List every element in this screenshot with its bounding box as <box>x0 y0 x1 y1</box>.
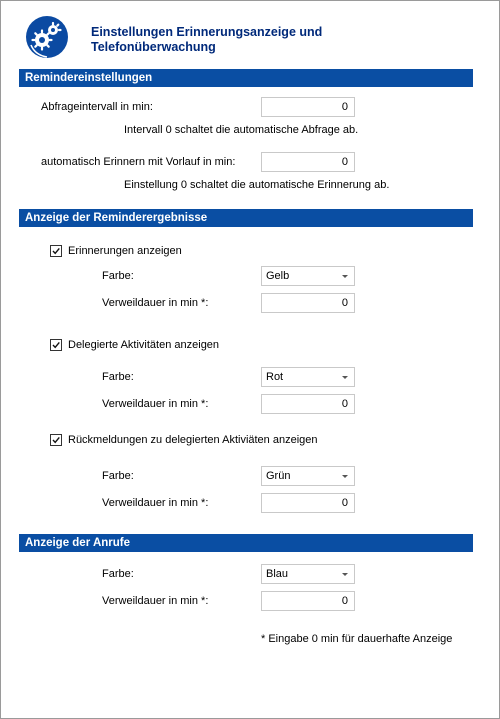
calls-duration-input[interactable]: 0 <box>261 591 355 611</box>
calls-color-select[interactable] <box>261 564 355 584</box>
section-header-results: Anzeige der Reminderergebnisse <box>19 209 473 227</box>
reminders-color-select[interactable] <box>261 266 355 286</box>
calls-color-value: Blau <box>266 568 289 580</box>
show-reminders-label: Erinnerungen anzeigen <box>68 245 182 257</box>
feedback-color-value: Grün <box>266 470 291 482</box>
checkmark-icon <box>51 246 61 256</box>
page-title-line2: Telefonüberwachung <box>91 40 216 54</box>
page-title <box>91 25 391 55</box>
reminders-duration-input[interactable]: 0 <box>261 293 355 313</box>
delegated-color-label: Farbe: <box>102 371 134 383</box>
feedback-duration-label: Verweildauer in min *: <box>102 497 209 509</box>
delegated-color-select[interactable] <box>261 367 355 387</box>
show-delegated-label: Delegierte Aktivitäten anzeigen <box>68 339 220 351</box>
chevron-down-icon <box>342 376 348 379</box>
interval-input[interactable]: 0 <box>261 97 355 117</box>
chevron-down-icon <box>342 573 348 576</box>
lead-time-input[interactable]: 0 <box>261 152 355 172</box>
reminders-color-label: Farbe: <box>102 270 134 282</box>
reminders-color-value: Gelb <box>266 270 290 282</box>
delegated-duration-label: Verweildauer in min *: <box>102 398 209 410</box>
reminders-duration-label: Verweildauer in min *: <box>102 297 209 309</box>
lead-time-hint: Einstellung 0 schaltet die automatische Erinnerung ab. <box>124 179 390 191</box>
interval-label: Abfrageintervall in min: <box>41 101 153 113</box>
checkmark-icon <box>51 340 61 350</box>
delegated-duration-input[interactable]: 0 <box>261 394 355 414</box>
section-header-calls: Anzeige der Anrufe <box>19 534 473 552</box>
section-header-reminder: Remindereinstellungen <box>19 69 473 87</box>
calls-duration-label: Verweildauer in min *: <box>102 595 209 607</box>
feedback-color-label: Farbe: <box>102 470 134 482</box>
page-title-line1: Einstellungen Erinnerungsanzeige und <box>91 25 323 39</box>
show-reminders-checkbox[interactable] <box>50 245 62 257</box>
feedback-duration-input[interactable]: 0 <box>261 493 355 513</box>
show-feedback-checkbox[interactable] <box>50 434 62 446</box>
interval-hint: Intervall 0 schaltet die automatische Abfrage ab. <box>124 124 359 136</box>
calls-color-label: Farbe: <box>102 568 134 580</box>
lead-time-label: automatisch Erinnern mit Vorlauf in min: <box>41 156 236 168</box>
gears-logo-icon <box>25 15 69 59</box>
show-delegated-checkbox[interactable] <box>50 339 62 351</box>
chevron-down-icon <box>342 275 348 278</box>
chevron-down-icon <box>342 475 348 478</box>
feedback-color-select[interactable] <box>261 466 355 486</box>
delegated-color-value: Rot <box>266 371 284 383</box>
footnote: * Eingabe 0 min für dauerhafte Anzeige <box>261 633 453 645</box>
show-feedback-label: Rückmeldungen zu delegierten Aktiviäten anzeigen <box>68 434 318 446</box>
checkmark-icon <box>51 435 61 445</box>
